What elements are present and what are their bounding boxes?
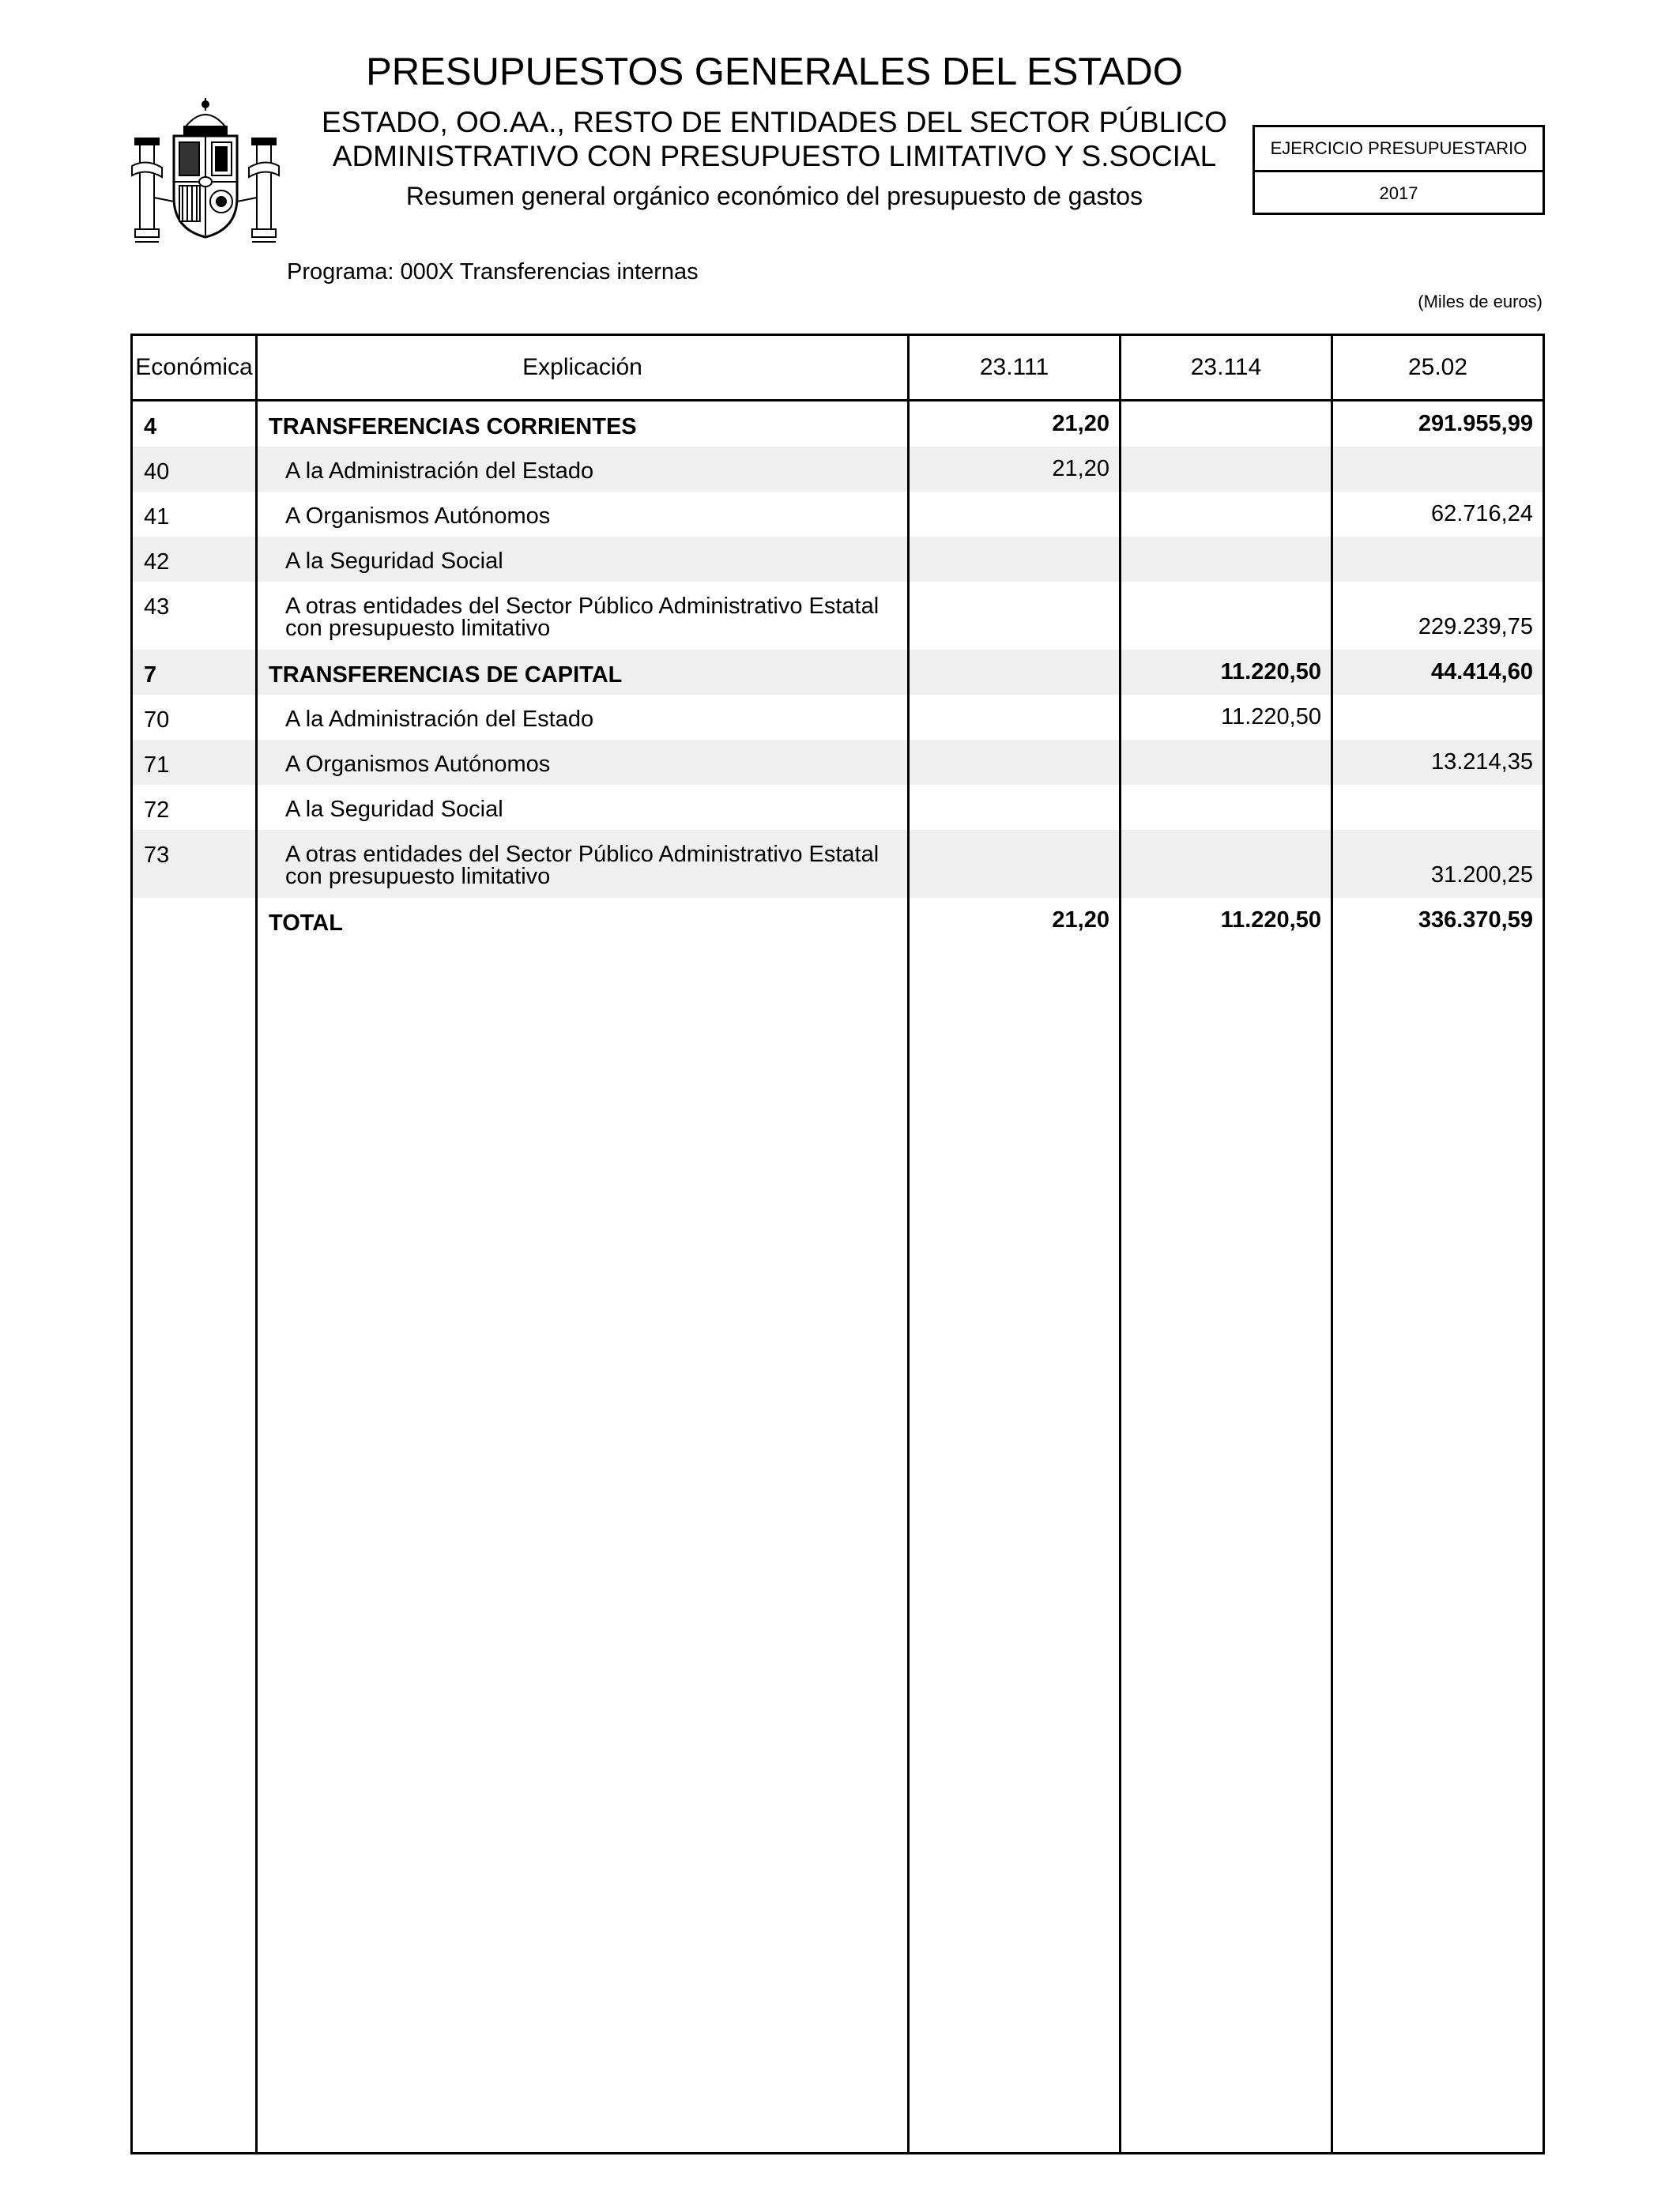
row-amount-c2 (1121, 537, 1331, 582)
row-amount-value: 31.200,25 (1430, 862, 1533, 888)
row-explicacion (258, 898, 907, 943)
row-explicacion (258, 492, 907, 537)
row-amount-c1 (910, 740, 1119, 785)
row-amount-value: 44.414,60 (1430, 659, 1533, 684)
row-explicacion-line1: TRANSFERENCIAS DE CAPITAL (269, 662, 623, 688)
budget-table (130, 334, 1545, 2154)
row-code: 7 (144, 662, 157, 688)
row-code: 41 (144, 504, 170, 530)
row-explicacion (258, 447, 907, 492)
row-code: 70 (144, 707, 170, 733)
row-explicacion-line1: A otras entidades del Sector Público Administrativo Estatal (285, 842, 880, 867)
row-amount-value: 62.716,24 (1430, 501, 1533, 526)
row-amount-c3 (1333, 401, 1543, 447)
row-amount-c2 (1121, 582, 1331, 650)
row-amount-c3 (1333, 582, 1543, 650)
row-code (133, 898, 255, 943)
programa-label: Programa: 000X Transferencias internas (287, 259, 699, 285)
row-amount-c1 (910, 785, 1119, 830)
column-divider (1331, 336, 1333, 2152)
row-amount-value: 11.220,50 (1220, 659, 1321, 684)
row-explicacion-line1: A la Administración del Estado (285, 707, 594, 732)
row-amount-c1 (910, 447, 1119, 492)
ejercicio-value: 2017 (1379, 183, 1418, 203)
row-amount-c3 (1333, 830, 1543, 898)
row-amount-c3 (1333, 695, 1543, 740)
column-divider (907, 336, 910, 2152)
column-header-23-111: 23.111 (979, 354, 1049, 380)
column-divider (255, 336, 258, 2152)
coat-of-arms-emblem (130, 95, 281, 253)
row-amount-c2 (1121, 785, 1331, 830)
units-label: (Miles de euros) (1418, 292, 1543, 311)
row-amount-c2 (1121, 740, 1331, 785)
row-amount-value: 291.955,99 (1418, 411, 1533, 436)
ejercicio-box (1252, 125, 1545, 215)
row-amount-value: 13.214,35 (1430, 749, 1533, 775)
row-amount-c1 (910, 582, 1119, 650)
row-amount-c2 (1121, 898, 1331, 943)
column-header-25-02: 25.02 (1407, 354, 1468, 380)
row-code: 40 (144, 459, 170, 484)
row-amount-value: 336.370,59 (1418, 907, 1533, 933)
document-description: Resumen general orgánico económico del presupuesto de gastos (405, 182, 1143, 210)
row-code: 72 (144, 797, 170, 823)
row-amount-c3 (1333, 898, 1543, 943)
row-amount-c2 (1121, 650, 1331, 695)
column-header-23-114: 23.114 (1190, 354, 1262, 380)
row-amount-value: 229.239,75 (1418, 614, 1533, 639)
row-amount-c3 (1333, 447, 1543, 492)
row-amount-value: 11.220,50 (1221, 704, 1321, 729)
row-explicacion (258, 537, 907, 582)
row-explicacion (258, 785, 907, 830)
row-amount-c2 (1121, 401, 1331, 447)
row-amount-c2 (1121, 447, 1331, 492)
row-amount-value: 21,20 (1052, 411, 1109, 436)
row-amount-value: 21,20 (1052, 456, 1109, 481)
row-explicacion-line1: A la Seguridad Social (285, 548, 503, 574)
row-explicacion-line1: TOTAL (269, 910, 343, 936)
column-header-explicacion: Explicación (522, 354, 642, 380)
row-code: 73 (144, 843, 170, 868)
row-explicacion (258, 695, 907, 740)
row-amount-c2 (1121, 492, 1331, 537)
column-header-economica: Económica (135, 354, 253, 380)
row-explicacion (258, 740, 907, 785)
row-amount-c1 (910, 650, 1119, 695)
row-explicacion-line2: con presupuesto limitativo (285, 616, 551, 641)
row-amount-c3 (1333, 537, 1543, 582)
column-divider (1119, 336, 1121, 2152)
row-explicacion (258, 401, 907, 447)
row-explicacion-line1: TRANSFERENCIAS CORRIENTES (269, 414, 637, 439)
row-amount-value: 21,20 (1052, 907, 1109, 933)
row-amount-c3 (1333, 492, 1543, 537)
row-explicacion-line1: A la Administración del Estado (285, 458, 594, 484)
row-explicacion-line1: A Organismos Autónomos (285, 503, 551, 529)
document-subtitle-line1: ESTADO, OO.AA., RESTO DE ENTIDADES DEL SECTOR PÚBLICO (322, 106, 1227, 138)
row-explicacion-line1: A otras entidades del Sector Público Administrativo Estatal (285, 594, 880, 619)
row-explicacion-line1: A la Seguridad Social (285, 797, 503, 822)
row-amount-c1 (910, 830, 1119, 898)
row-amount-c2 (1121, 830, 1331, 898)
row-explicacion (258, 582, 907, 650)
row-amount-c3 (1333, 785, 1543, 830)
row-amount-c1 (910, 695, 1119, 740)
row-amount-c1 (910, 898, 1119, 943)
row-explicacion-line1: A Organismos Autónomos (285, 752, 551, 777)
row-amount-c1 (910, 537, 1119, 582)
row-amount-c1 (910, 492, 1119, 537)
row-code: 4 (144, 414, 157, 439)
row-amount-c1 (910, 401, 1119, 447)
row-amount-c3 (1333, 740, 1543, 785)
row-amount-c2 (1121, 695, 1331, 740)
row-explicacion (258, 650, 907, 695)
document-title: PRESUPUESTOS GENERALES DEL ESTADO (366, 51, 1183, 93)
row-code: 43 (144, 594, 170, 620)
row-amount-c3 (1333, 650, 1543, 695)
document-subtitle-line2: ADMINISTRATIVO CON PRESUPUESTO LIMITATIVO Y S.SOCIAL (332, 140, 1217, 172)
row-code: 71 (144, 752, 170, 778)
row-explicacion (258, 830, 907, 898)
row-explicacion-line2: con presupuesto limitativo (285, 864, 551, 889)
ejercicio-label: EJERCICIO PRESUPUESTARIO (1255, 127, 1543, 172)
row-code: 42 (144, 549, 170, 575)
row-amount-value: 11.220,50 (1220, 907, 1321, 933)
